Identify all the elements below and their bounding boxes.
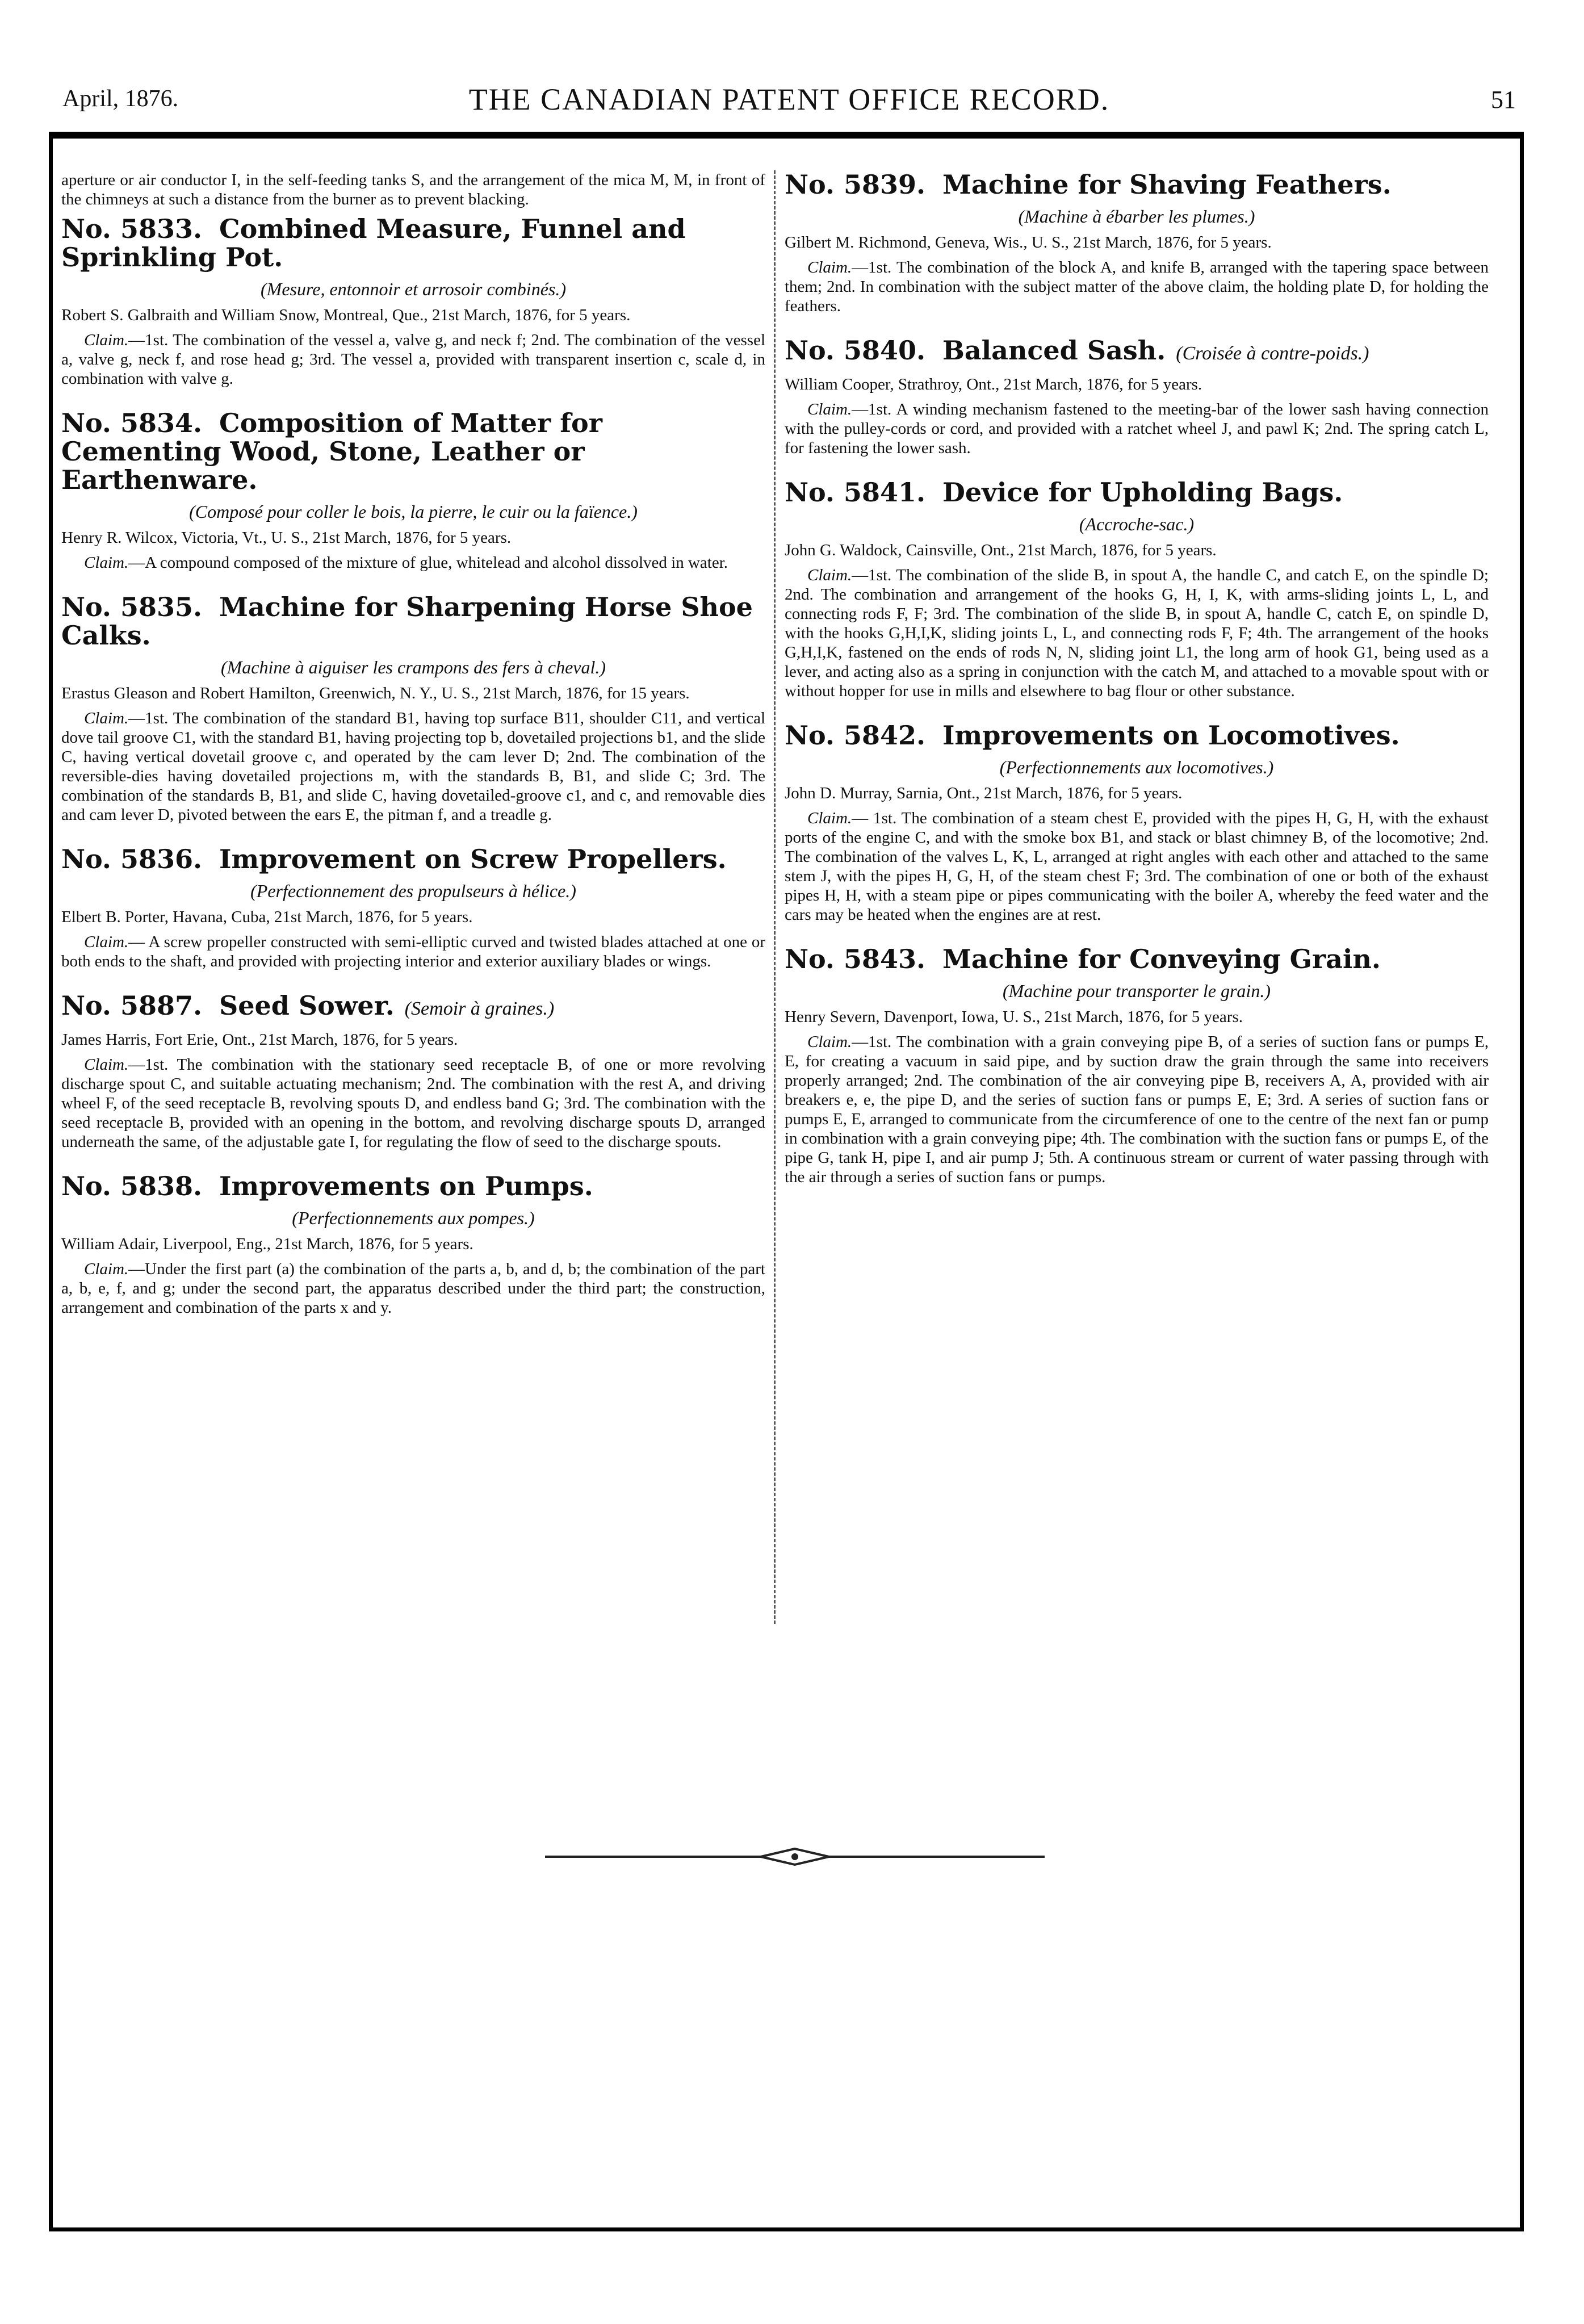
patent-heading xyxy=(61,1172,765,1200)
journal-title: THE CANADIAN PATENT OFFICE RECORD. xyxy=(468,82,1110,116)
patent-title: Combined Measure, Funnel and Sprinkling Pot. xyxy=(61,213,686,273)
patent-title: Improvements on Pumps. xyxy=(219,1171,593,1201)
patent-number: No. 5834. xyxy=(61,408,202,438)
french-title: (Composé pour coller le bois, la pierre, le cuir ou la faïence.) xyxy=(189,501,638,522)
patent-number: No. 5833. xyxy=(61,213,202,244)
patent-number: No. 5838. xyxy=(61,1171,202,1201)
claim-label: Claim. xyxy=(807,809,852,827)
claim-text xyxy=(785,809,1489,924)
claim-text xyxy=(785,258,1489,316)
inventor-line: William Adair, Liverpool, Eng., 21st March, 1876, for 5 years. xyxy=(61,1235,473,1253)
patent-title: Machine for Sharpening Horse Shoe Calks. xyxy=(61,592,753,651)
patent-title: Improvements on Locomotives. xyxy=(942,720,1400,751)
french-title: (Perfectionnements aux pompes.) xyxy=(292,1208,535,1228)
patent-heading xyxy=(61,215,765,271)
right-column xyxy=(785,170,1489,1207)
french-title: (Machine à ébarber les plumes.) xyxy=(1018,206,1255,227)
claim-body: —1st. The combination with a grain conveying pipe B, of a series of suction fans or pumps E, E, for creating a vacuum in said pipe, and by suction draw the grain through the same into receivers properly arranged; 2nd. The combination of the air conveying pipe B, receivers A, A, provided with air breakers e, e, the pipe D, and the series of suction fans or pumps E, E; 3rd. A series of suction fans or pumps E, E, arranged to communicate from the circumference of one to the centre of the next fan or pump in combination with a grain conveying pipe; 4th. The combination with the suction fans or pumps E, of the pipe G, tank H, pipe I, and air pump J; 5th. A continuous stream or current of water passing through with the air through a series of suction fans or pumps. xyxy=(785,1033,1489,1186)
patent-heading xyxy=(785,478,1489,506)
page-number: 51 xyxy=(1491,86,1516,114)
patent-heading xyxy=(61,845,765,873)
patent-heading xyxy=(785,170,1489,199)
patent-title: Device for Upholding Bags. xyxy=(942,477,1343,508)
inventor-line: Henry R. Wilcox, Victoria, Vt., U. S., 21st March, 1876, for 5 years. xyxy=(61,529,512,547)
inventor-line: Robert S. Galbraith and William Snow, Montreal, Que., 21st March, 1876, for 5 years. xyxy=(61,306,631,324)
patent-entry xyxy=(785,945,1489,1187)
claim-text xyxy=(785,400,1489,458)
patent-heading xyxy=(785,945,1489,973)
claim-body: —1st. The combination of the standard B1, having top surface B11, shoulder C11, and vertical dove tail groove C1, with the standard B1, having projecting top b, dovetailed projections b1, and the slide C, having vertical dovetail groove c, and operated by the cam lever D; 2nd. The combination of the reversible-dies having dovetailed projections m, with the standards B, B1, and slide C; 3rd. The combination of the standards B, B1, and slide C, having dovetailed-groove c1, and c, and removable dies and cam lever D, pivoted between the ears E, the pitman f, and a treadle g. xyxy=(61,709,765,824)
column-divider xyxy=(774,170,776,1624)
claim-body: —1st. The combination of the block A, and knife B, arranged with the tapering space between them; 2nd. In combination with the subject matter of the above claim, the holding plate D, for holding the feathers. xyxy=(785,258,1489,315)
claim-body: —1st. The combination of the slide B, in spout A, the handle C, and catch E, on the spindle D; 2nd. The combination and arrangement of the hooks G, H, I, K, with arms-sliding joints L, L, and connecting rods F, F; 3rd. The combination of the slide B, in spout A, handle C, catch E, on spindle D, with the hooks G,H,I,K, sliding joints L, L, and connecting rods F, F; 4th. The arrangement of the hooks G,H,I,K, fastened on the ends of rods N, N, sliding joint L1, the long arm of hook G1, being used as a lever, and acting also as a spring in conjunction with the catch M, and attached to a movable spout with or without hopper for use in mills and elsewhere to bag flour or other substance. xyxy=(785,566,1489,700)
claim-body: —1st. A winding mechanism fastened to the meeting-bar of the lower sash having connection with the pulley-cords or cord, and provided with a ratchet wheel J, and pawl K; 2nd. The spring catch L, for fastening the lower sash. xyxy=(785,400,1489,457)
claim-text xyxy=(61,553,765,572)
claim-text xyxy=(61,1259,765,1317)
page-header xyxy=(62,82,1516,125)
patent-title: Machine for Shaving Feathers. xyxy=(942,169,1392,200)
french-title: (Machine à aiguiser les crampons des fers à cheval.) xyxy=(220,657,606,677)
claim-label: Claim. xyxy=(807,1033,852,1051)
patent-number: No. 5840. xyxy=(785,335,925,366)
continued-paragraph: aperture or air conductor I, in the self-feeding tanks S, and the arrangement of the mica M, M, in front of the chimneys at such a distance from the burner as to prevent blacking. xyxy=(61,171,765,208)
patent-entry xyxy=(61,991,765,1151)
patent-heading xyxy=(785,721,1489,749)
claim-label: Claim. xyxy=(84,709,129,727)
patent-heading xyxy=(61,409,765,494)
inventor-line: John D. Murray, Sarnia, Ont., 21st March, 1876, for 5 years. xyxy=(785,784,1183,802)
patent-entry xyxy=(785,721,1489,924)
french-title: (Semoir à graines.) xyxy=(404,998,555,1019)
claim-text xyxy=(61,330,765,388)
french-title: (Machine pour transporter le grain.) xyxy=(1003,981,1271,1001)
claim-text xyxy=(61,1055,765,1151)
patent-entry xyxy=(61,1172,765,1317)
claim-label: Claim. xyxy=(84,1056,129,1074)
claim-body: — A screw propeller constructed with semi-elliptic curved and twisted blades attached at one or both ends to the shaft, and provided with projecting interior and exterior auxiliary blades or wings. xyxy=(61,933,765,970)
claim-body: —1st. The combination with the stationary seed receptacle B, of one or more revolving discharge spout C, and suitable actuating mechanism; 2nd. The combination with the rest A, and driving wheel F, of the seed receptacle B, revolving spouts D, and endless band G; 3rd. The combination with the seed receptacle B, provided with an opening in the bottom, and revolving discharge spouts D, arranged underneath the same, of the adjustable gate I, for regulating the flow of seed to the discharge spouts. xyxy=(61,1056,765,1151)
patent-entry xyxy=(785,170,1489,316)
inventor-line: Henry Severn, Davenport, Iowa, U. S., 21st March, 1876, for 5 years. xyxy=(785,1008,1243,1026)
patent-title: Machine for Conveying Grain. xyxy=(942,944,1381,974)
end-ornament xyxy=(545,1845,1045,1868)
patent-title: Composition of Matter for Cementing Wood, Stone, Leather or Earthenware. xyxy=(61,408,602,495)
claim-label: Claim. xyxy=(84,933,129,951)
claim-label: Claim. xyxy=(84,331,129,349)
patent-entry xyxy=(785,336,1489,458)
claim-label: Claim. xyxy=(807,258,852,277)
inventor-line: Erastus Gleason and Robert Hamilton, Greenwich, N. Y., U. S., 21st March, 1876, for 15 years. xyxy=(61,684,690,702)
claim-label: Claim. xyxy=(807,400,852,418)
patent-number: No. 5887. xyxy=(61,990,202,1021)
patent-number: No. 5835. xyxy=(61,592,202,622)
patent-entry xyxy=(785,478,1489,701)
inventor-line: John G. Waldock, Cainsville, Ont., 21st March, 1876, for 5 years. xyxy=(785,541,1217,559)
patent-number: No. 5842. xyxy=(785,720,925,751)
patent-title: Balanced Sash. xyxy=(942,335,1166,366)
issue-date: April, 1876. xyxy=(62,86,179,112)
inventor-line: Gilbert M. Richmond, Geneva, Wis., U. S., 21st March, 1876, for 5 years. xyxy=(785,233,1272,252)
claim-body: —Under the first part (a) the combination of the parts a, b, and d, b; the combination of the part a, b, e, f, and g; under the second part, the apparatus described under the third part; the construction, arrangement and combination of the parts x and y. xyxy=(61,1260,765,1317)
patent-title: Improvement on Screw Propellers. xyxy=(219,844,727,874)
claim-body: —A compound composed of the mixture of glue, whitelead and alcohol dissolved in water. xyxy=(128,554,728,572)
claim-body: — 1st. The combination of a steam chest E, provided with the pipes H, G, H, with the exhaust ports of the engine C, and with the smoke box B1, and stack or blast chimney B, of the locomotive; 2nd. The combination of the valves L, K, L, arranged at right angles with each other and attached to the same stem J, with the pipes H, G, H, of the steam chest F; 3rd. The combination of one or both of the exhaust pipes H, H, with a steam pipe or pipes communicating with the boiler A, whereby the feed water and the cars may be heated when the engines are at rest. xyxy=(785,809,1489,924)
claim-body: —1st. The combination of the vessel a, valve g, and neck f; 2nd. The combination of the vessel a, valve g, neck f, and rose head g; 3rd. The vessel a, provided with transparent insertion c, scale d, in combination with valve g. xyxy=(61,331,765,388)
french-title: (Perfectionnements aux locomotives.) xyxy=(999,757,1274,777)
inventor-line: James Harris, Fort Erie, Ont., 21st March, 1876, for 5 years. xyxy=(61,1031,458,1049)
claim-text xyxy=(61,932,765,971)
french-title: (Accroche-sac.) xyxy=(1079,514,1195,534)
french-title: (Croisée à contre-poids.) xyxy=(1176,343,1369,364)
patent-entry xyxy=(61,845,765,971)
claim-text xyxy=(785,566,1489,701)
french-title: (Mesure, entonnoir et arrosoir combinés.) xyxy=(261,279,566,299)
patent-heading xyxy=(61,991,765,1023)
claim-label: Claim. xyxy=(84,554,129,572)
inventor-line: William Cooper, Strathroy, Ont., 21st March, 1876, for 5 years. xyxy=(785,375,1202,393)
patent-number: No. 5839. xyxy=(785,169,925,200)
patent-entry xyxy=(61,409,765,572)
patent-number: No. 5843. xyxy=(785,944,925,974)
left-column xyxy=(61,170,765,1338)
claim-text xyxy=(61,709,765,824)
french-title: (Perfectionnement des propulseurs à hélice.) xyxy=(250,881,576,901)
patent-title: Seed Sower. xyxy=(219,990,395,1021)
patent-number: No. 5841. xyxy=(785,477,925,508)
patent-entry xyxy=(61,593,765,824)
patent-number: No. 5836. xyxy=(61,844,202,874)
inventor-line: Elbert B. Porter, Havana, Cuba, 21st March, 1876, for 5 years. xyxy=(61,908,473,926)
patent-heading xyxy=(785,336,1489,368)
patent-entry xyxy=(61,215,765,388)
claim-text xyxy=(785,1032,1489,1187)
patent-heading xyxy=(61,593,765,650)
claim-label: Claim. xyxy=(84,1260,129,1278)
claim-label: Claim. xyxy=(807,566,852,584)
